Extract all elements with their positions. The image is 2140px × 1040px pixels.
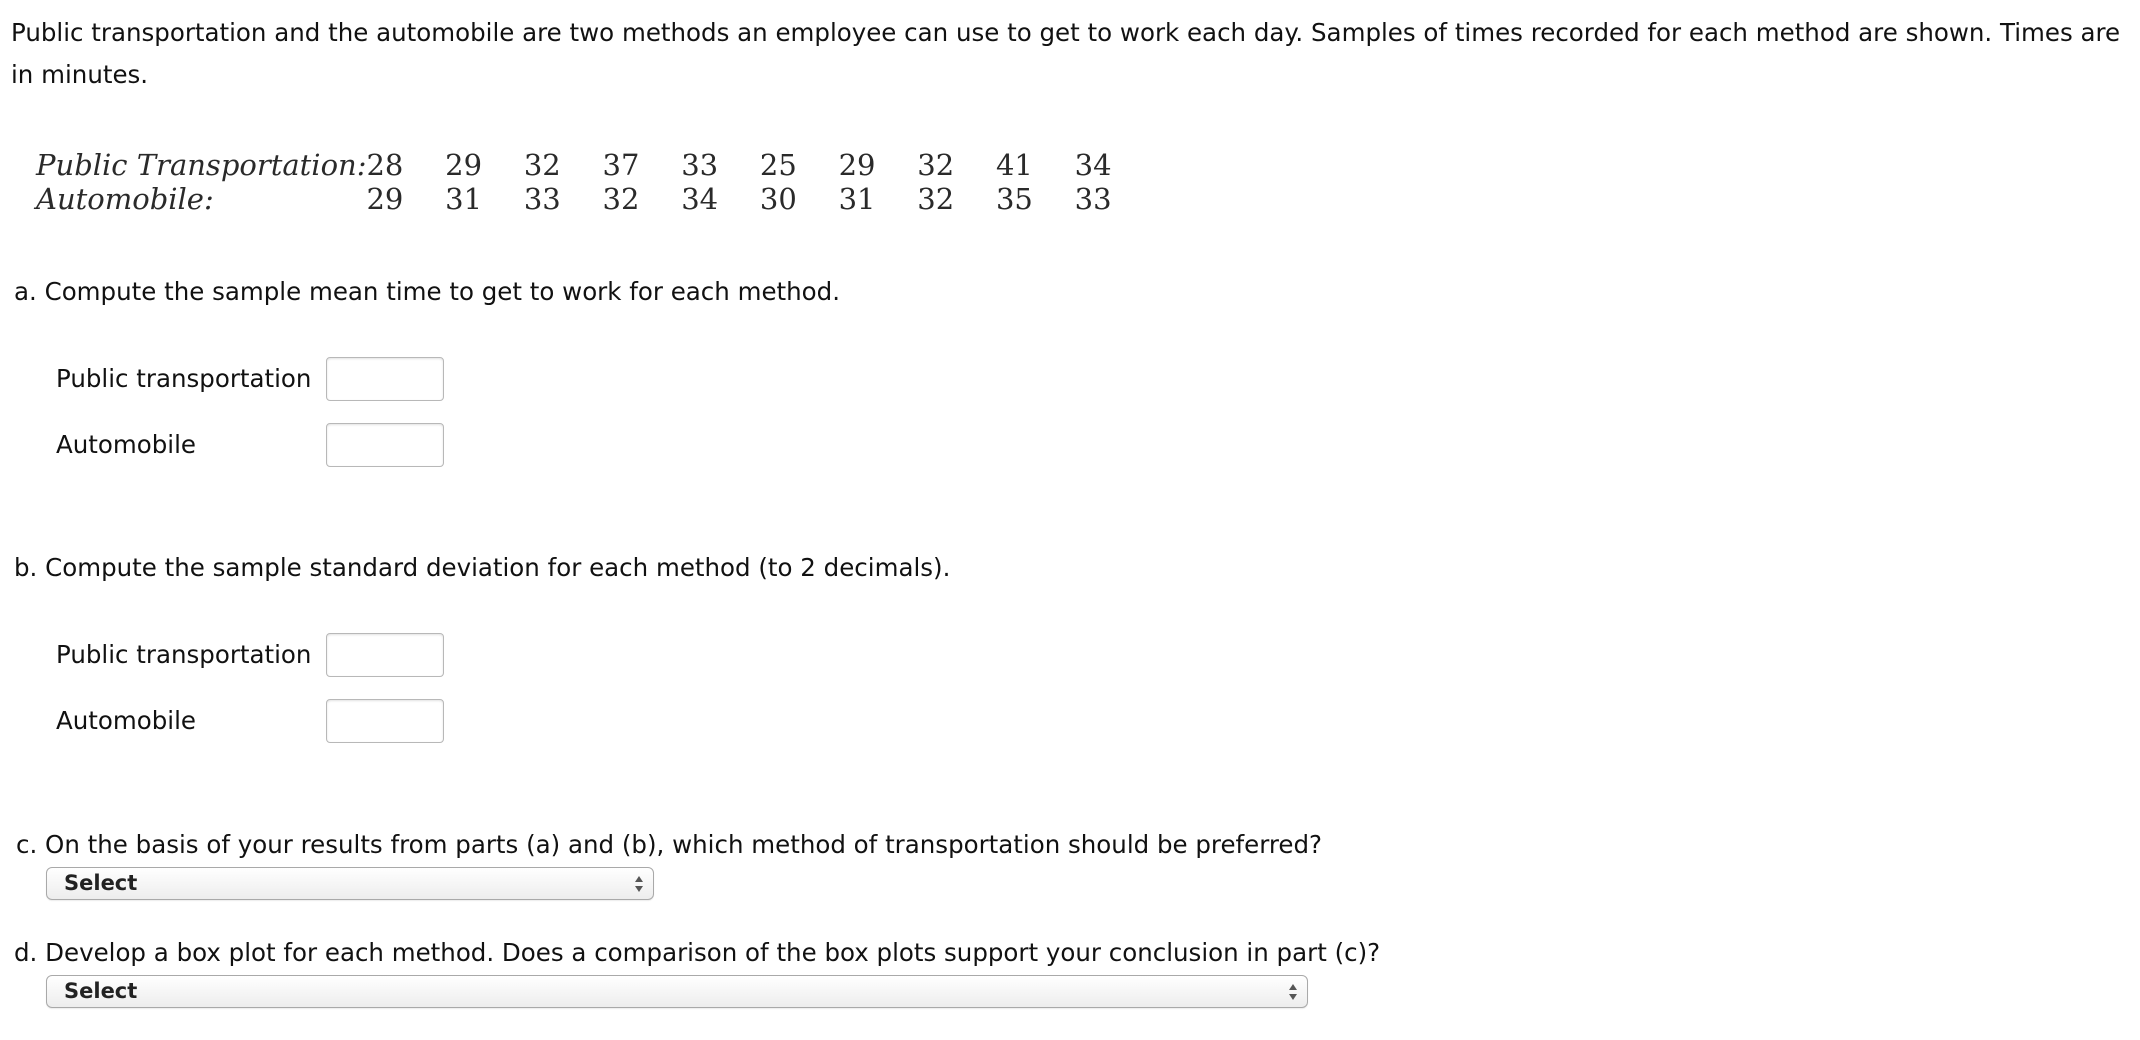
- table-cell: 29: [838, 148, 876, 182]
- table-cell: 32: [917, 148, 955, 182]
- table-cell: 25: [759, 148, 797, 182]
- table-cell: 35: [995, 182, 1033, 216]
- table-cell: 41: [995, 148, 1033, 182]
- up-down-arrows-icon: [1288, 982, 1298, 1002]
- table-cell: 29: [366, 182, 404, 216]
- table-cell: 31: [838, 182, 876, 216]
- part-b-public-input[interactable]: [326, 633, 444, 677]
- part-b-question: b. Compute the sample standard deviation for each method (to 2 decimals).: [14, 553, 951, 582]
- table-cell: 33: [523, 182, 561, 216]
- part-c-select[interactable]: [46, 867, 654, 900]
- times-data-table: [36, 148, 1153, 216]
- table-cell: 32: [602, 182, 640, 216]
- table-cell: 33: [1074, 182, 1112, 216]
- table-cell: 31: [445, 182, 483, 216]
- part-b-automobile-input[interactable]: [326, 699, 444, 743]
- table-row: [36, 182, 1153, 216]
- table-cell: 32: [523, 148, 561, 182]
- part-a-question: a. Compute the sample mean time to get to work for each method.: [14, 277, 840, 306]
- part-c-question: c. On the basis of your results from parts (a) and (b), which method of transportation should be preferred?: [16, 830, 1323, 859]
- table-cell: 34: [1074, 148, 1112, 182]
- table-cell: 29: [445, 148, 483, 182]
- part-b-public-label: Public transportation: [56, 640, 312, 669]
- part-d-select-value: Select: [64, 979, 138, 1003]
- table-cell: 34: [681, 182, 719, 216]
- part-a-public-label: Public transportation: [56, 364, 312, 393]
- table-cell: 32: [917, 182, 955, 216]
- up-down-arrows-icon: [634, 874, 644, 894]
- row-label: Automobile:: [36, 182, 214, 216]
- part-d-question: d. Develop a box plot for each method. Does a comparison of the box plots support your conclusion in part (c)?: [14, 938, 1381, 967]
- part-a-public-input[interactable]: [326, 357, 444, 401]
- part-b-automobile-label: Automobile: [56, 706, 196, 735]
- part-a-automobile-label: Automobile: [56, 430, 196, 459]
- table-cell: 37: [602, 148, 640, 182]
- part-a-automobile-input[interactable]: [326, 423, 444, 467]
- row-label: Public Transportation:: [36, 148, 367, 182]
- problem-intro: Public transportation and the automobile are two methods an employee can use to get to work each day. Samples of times recorded for each method are shown. Times are in minutes.: [11, 18, 2121, 89]
- table-cell: 30: [759, 182, 797, 216]
- part-d-select[interactable]: [46, 975, 1308, 1008]
- table-cell: 33: [681, 148, 719, 182]
- table-cell: 28: [366, 148, 404, 182]
- table-row: [36, 148, 1153, 182]
- part-c-select-value: Select: [64, 871, 138, 895]
